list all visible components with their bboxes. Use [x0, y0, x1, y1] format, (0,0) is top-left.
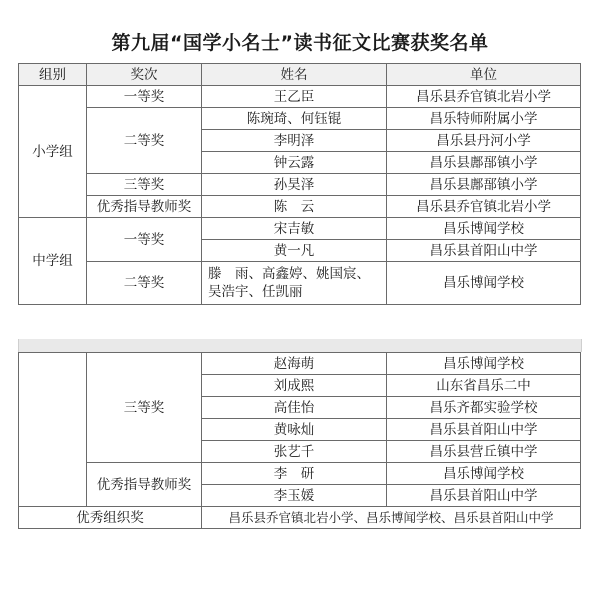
winner-unit: 昌乐博闻学校	[387, 262, 581, 305]
winner-unit: 昌乐县丹河小学	[387, 130, 581, 152]
document-title: 第九届“国学小名士”读书征文比赛获奖名单	[111, 32, 489, 54]
winner-unit: 昌乐县首阳山中学	[387, 485, 581, 507]
winner-unit: 昌乐县乔官镇北岩小学	[387, 196, 581, 218]
award-table-part-1	[18, 63, 581, 305]
table-row	[19, 218, 581, 240]
header-award: 奖次	[87, 64, 202, 86]
winner-unit: 昌乐县首阳山中学	[387, 240, 581, 262]
winner-unit: 山东省昌乐二中	[387, 375, 581, 397]
table-row	[19, 507, 581, 529]
table-row	[19, 262, 581, 305]
award-table-part-2	[18, 352, 581, 529]
group-primary: 小学组	[19, 86, 87, 218]
award-teacher: 优秀指导教师奖	[87, 196, 202, 218]
winner-name: 高佳怡	[202, 397, 387, 419]
award-org: 优秀组织奖	[19, 507, 202, 529]
award-first: 一等奖	[87, 218, 202, 262]
winner-unit: 昌乐特师附属小学	[387, 108, 581, 130]
winner-unit: 昌乐博闻学校	[387, 218, 581, 240]
winner-unit: 昌乐齐都实验学校	[387, 397, 581, 419]
winner-unit: 昌乐县首阳山中学	[387, 419, 581, 441]
winner-unit: 昌乐县鄌郚镇小学	[387, 174, 581, 196]
award-second: 二等奖	[87, 262, 202, 305]
winner-name: 陈琬琦、何钰锟	[202, 108, 387, 130]
award-teacher: 优秀指导教师奖	[87, 463, 202, 507]
table-row	[19, 174, 581, 196]
winner-name: 李玉媛	[202, 485, 387, 507]
winner-name: 李 研	[202, 463, 387, 485]
table-row	[19, 353, 581, 375]
winner-name: 黄咏灿	[202, 419, 387, 441]
winner-name: 黄一凡	[202, 240, 387, 262]
header-name: 姓名	[202, 64, 387, 86]
winner-unit: 昌乐县乔官镇北岩小学	[387, 86, 581, 108]
group-middle: 中学组	[19, 218, 87, 305]
page-break-gap	[18, 339, 582, 352]
table-row	[19, 108, 581, 130]
winner-unit: 昌乐县鄌郚镇小学	[387, 152, 581, 174]
award-third: 三等奖	[87, 174, 202, 196]
award-third: 三等奖	[87, 353, 202, 463]
award-first: 一等奖	[87, 86, 202, 108]
winner-unit: 昌乐博闻学校	[387, 463, 581, 485]
org-award-units: 昌乐县乔官镇北岩小学、昌乐博闻学校、昌乐县首阳山中学	[202, 507, 581, 529]
winner-name: 刘成熙	[202, 375, 387, 397]
winner-unit: 昌乐博闻学校	[387, 353, 581, 375]
table-row	[19, 86, 581, 108]
winner-name: 张艺千	[202, 441, 387, 463]
winner-name: 李明泽	[202, 130, 387, 152]
winner-name: 宋吉敏	[202, 218, 387, 240]
award-second: 二等奖	[87, 108, 202, 174]
group-middle-continued	[19, 353, 87, 507]
winner-name: 孙昊泽	[202, 174, 387, 196]
winner-name: 陈 云	[202, 196, 387, 218]
winner-name: 王乙臣	[202, 86, 387, 108]
header-unit: 单位	[387, 64, 581, 86]
header-row	[19, 64, 581, 86]
header-group: 组别	[19, 64, 87, 86]
winner-name: 钟云露	[202, 152, 387, 174]
winner-name: 赵海萌	[202, 353, 387, 375]
winner-name: 滕 雨、高鑫婷、姚国宸、吴浩宇、任凯丽	[202, 262, 387, 305]
winner-unit: 昌乐县营丘镇中学	[387, 441, 581, 463]
table-row	[19, 463, 581, 485]
table-row	[19, 196, 581, 218]
